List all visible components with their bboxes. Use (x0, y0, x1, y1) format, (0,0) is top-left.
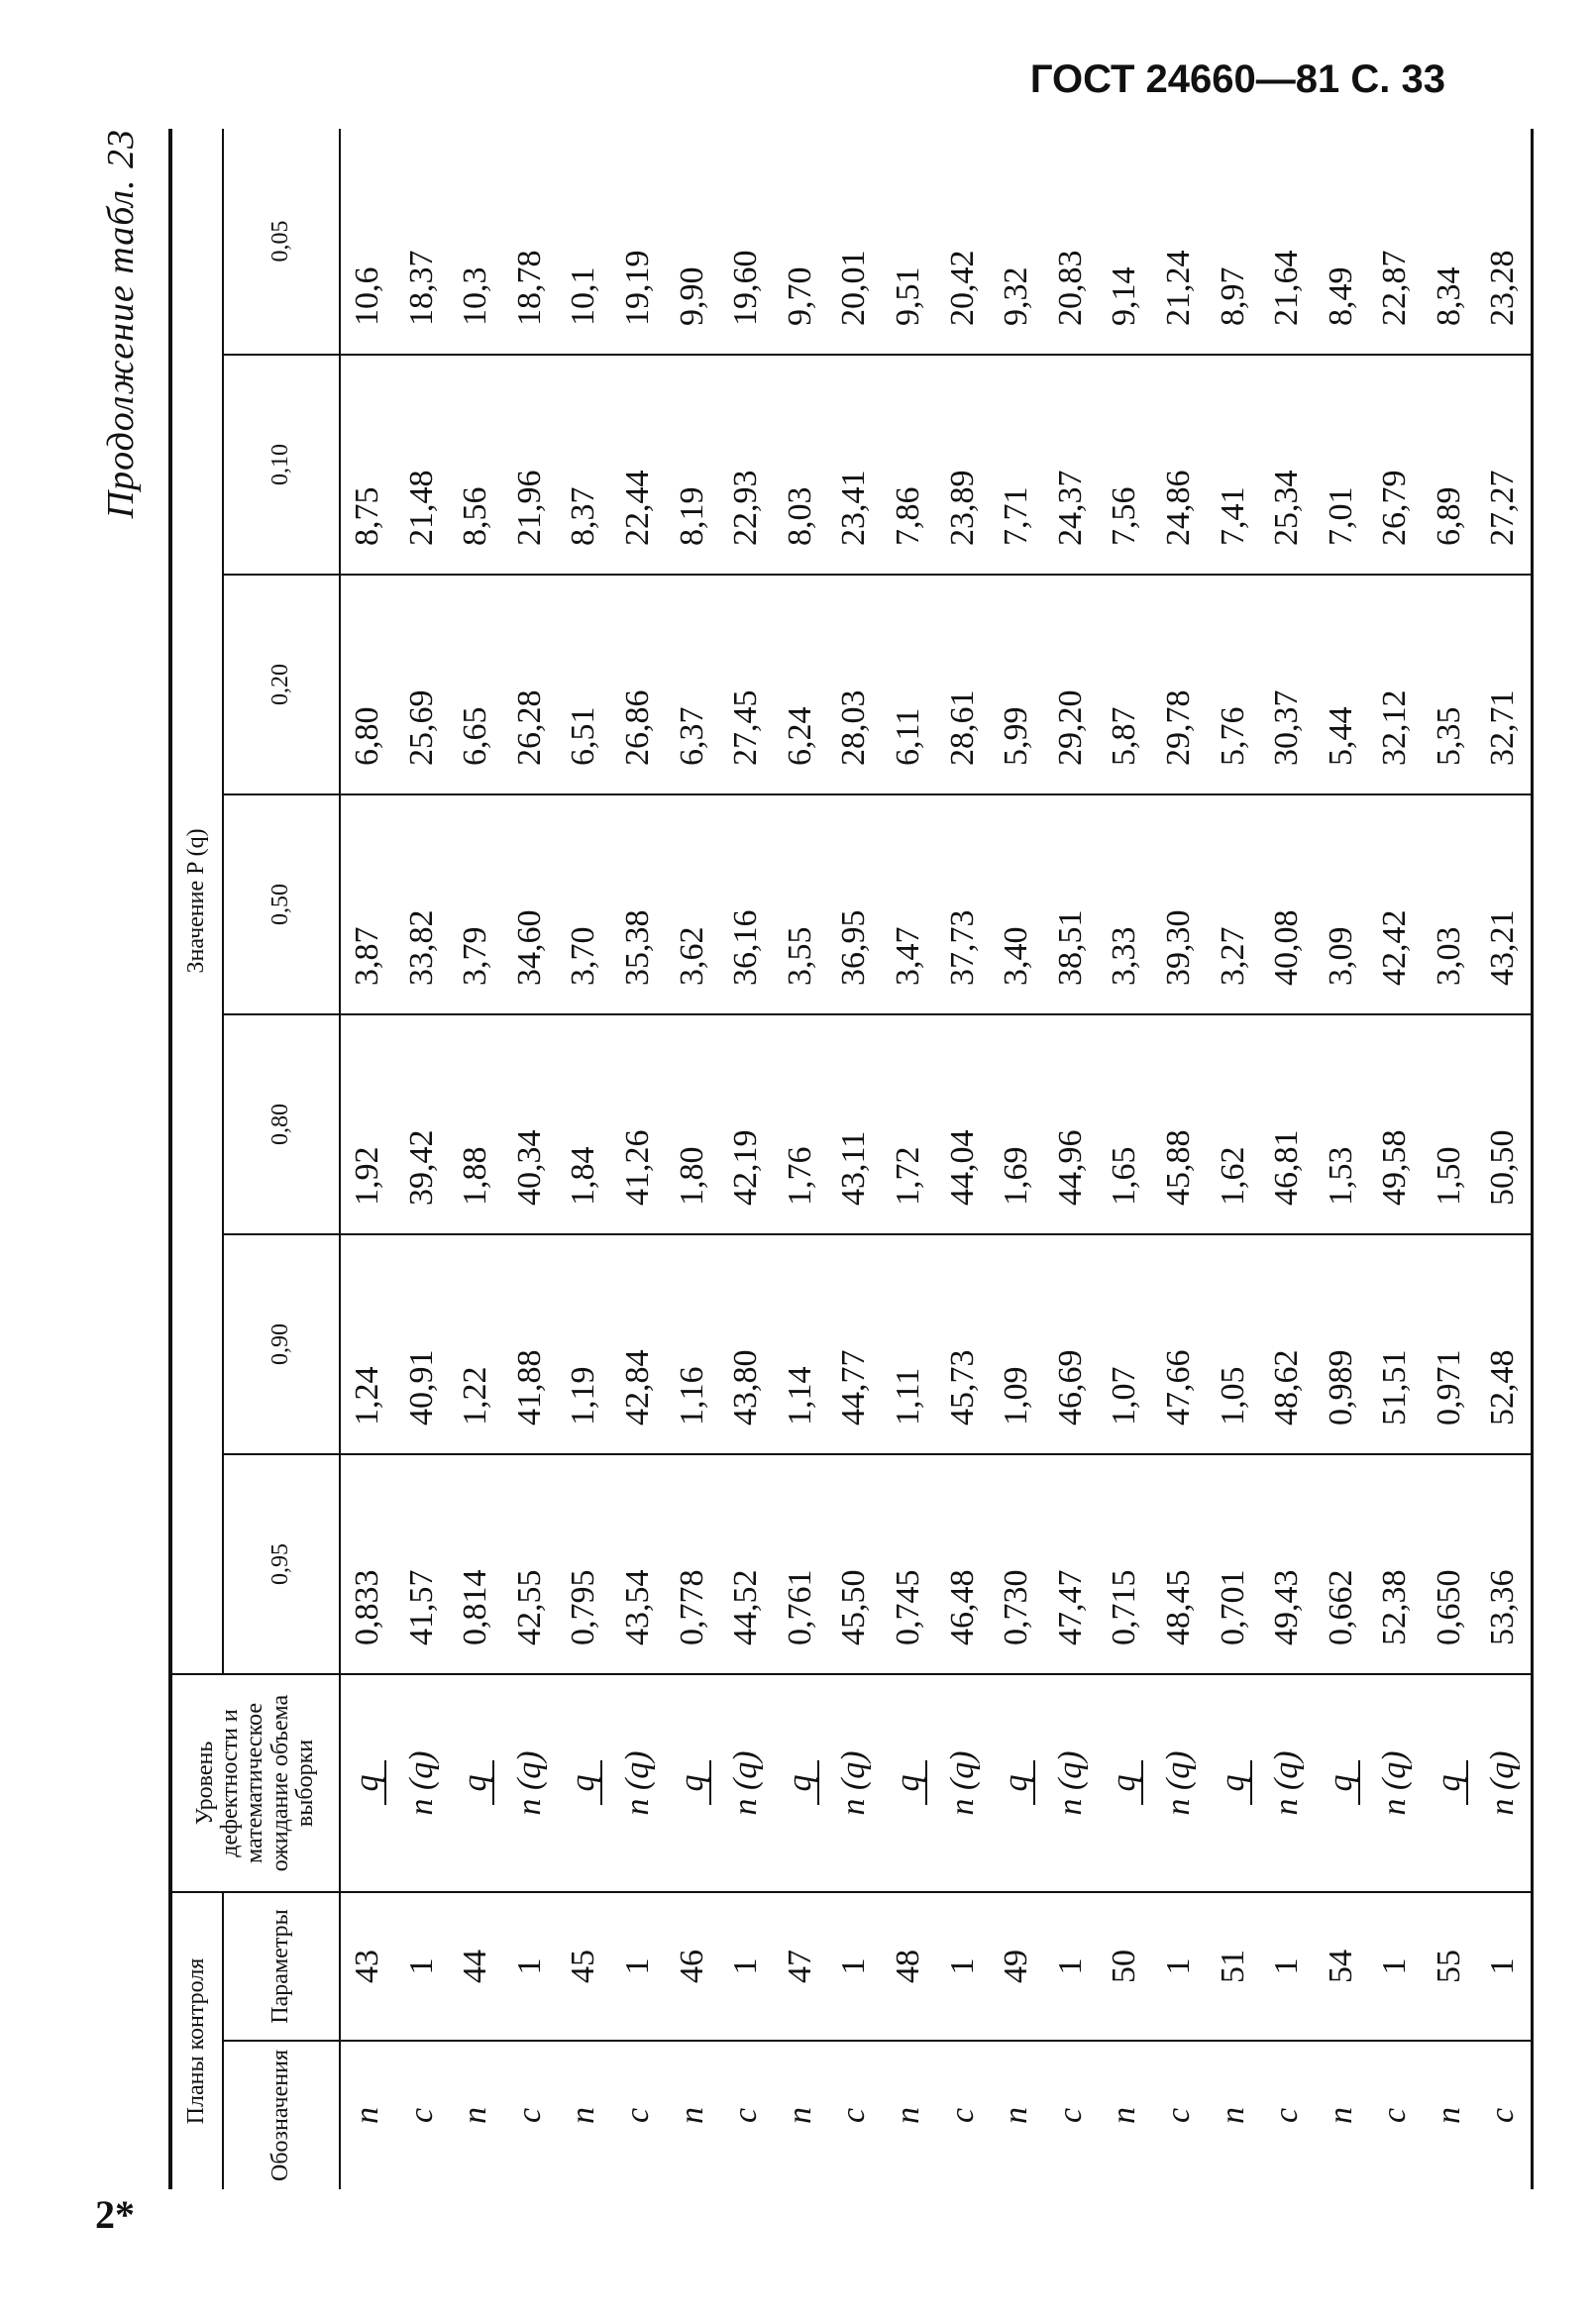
value-cell: 51,51 (1368, 1234, 1423, 1454)
value-cell: 49,43 (1260, 1454, 1315, 1674)
value-cell: 3,55 (774, 794, 828, 1014)
value-cell: 7,71 (990, 355, 1044, 575)
value-cell: 0,795 (557, 1454, 611, 1674)
value-cell: 41,57 (395, 1454, 450, 1674)
header-parameters: Параметры (223, 1892, 340, 2041)
designation-cell: c (943, 2107, 981, 2124)
table-row (1207, 129, 1261, 2189)
value-cell: 6,11 (882, 575, 936, 794)
value-cell: 9,51 (882, 129, 936, 355)
table-row (1152, 129, 1207, 2189)
value-cell: 29,20 (1044, 575, 1099, 794)
designation-cell: n (998, 2107, 1035, 2124)
parameter-cell: 44 (449, 1892, 503, 2041)
value-cell: 45,88 (1152, 1014, 1207, 1234)
value-cell: 1,72 (882, 1014, 936, 1234)
value-cell: 33,82 (395, 794, 450, 1014)
value-cell: 43,11 (827, 1014, 882, 1234)
rotated-table-area (99, 129, 1522, 2189)
value-cell: 0,778 (666, 1454, 720, 1674)
value-cell: 29,78 (1152, 575, 1207, 794)
level-cell (557, 1674, 611, 1892)
value-cell: 6,51 (557, 575, 611, 794)
value-cell: 40,34 (503, 1014, 558, 1234)
designation-cell: c (1376, 2107, 1414, 2124)
value-cell: 22,44 (611, 355, 666, 575)
value-cell: 7,01 (1315, 355, 1369, 575)
value-cell: 1,69 (990, 1014, 1044, 1234)
parameter-cell: 51 (1207, 1892, 1261, 2041)
value-cell: 6,80 (340, 575, 395, 794)
value-cell: 28,61 (936, 575, 991, 794)
designation-cell: c (1484, 2107, 1522, 2124)
value-cell: 1,19 (557, 1234, 611, 1454)
value-cell: 1,16 (666, 1234, 720, 1454)
value-cell: 3,03 (1423, 794, 1477, 1014)
value-cell: 0,662 (1315, 1454, 1369, 1674)
header-p-value: 0,10 (223, 355, 340, 575)
value-cell: 1,62 (1207, 1014, 1261, 1234)
level-label: n (q) (1376, 1750, 1414, 1816)
level-label: n (q) (1051, 1750, 1089, 1816)
value-cell: 20,01 (827, 129, 882, 355)
value-cell: 23,41 (827, 355, 882, 575)
value-cell: 42,55 (503, 1454, 558, 1674)
value-cell: 39,42 (395, 1014, 450, 1234)
value-cell: 36,95 (827, 794, 882, 1014)
level-cell (503, 1674, 558, 1892)
value-cell: 41,26 (611, 1014, 666, 1234)
table-row (1368, 129, 1423, 2189)
level-cell (882, 1674, 936, 1892)
value-cell: 1,80 (666, 1014, 720, 1234)
value-cell: 40,91 (395, 1234, 450, 1454)
value-cell: 5,35 (1423, 575, 1477, 794)
value-cell: 9,90 (666, 129, 720, 355)
designation-cell: n (1430, 2107, 1467, 2124)
table-row (449, 129, 503, 2189)
level-label: n (q) (727, 1750, 765, 1816)
level-label: n (q) (1484, 1750, 1522, 1816)
value-cell: 1,84 (557, 1014, 611, 1234)
value-cell: 0,761 (774, 1454, 828, 1674)
level-label: q (567, 1760, 602, 1805)
value-cell: 37,73 (936, 794, 991, 1014)
level-label: q (1000, 1760, 1035, 1805)
value-cell: 52,48 (1476, 1234, 1532, 1454)
header-plans: Планы контроля (183, 1957, 210, 2125)
value-cell: 3,40 (990, 794, 1044, 1014)
level-cell (719, 1674, 774, 1892)
designation-cell: c (510, 2107, 548, 2124)
level-cell (340, 1674, 395, 1892)
value-cell: 1,22 (449, 1234, 503, 1454)
value-cell: 46,48 (936, 1454, 991, 1674)
parameter-cell: 50 (1098, 1892, 1152, 2041)
parameter-cell: 45 (557, 1892, 611, 2041)
value-cell: 34,60 (503, 794, 558, 1014)
value-cell: 43,21 (1476, 794, 1532, 1014)
value-cell: 53,36 (1476, 1454, 1532, 1674)
value-cell: 3,70 (557, 794, 611, 1014)
header-p-value: 0,90 (223, 1234, 340, 1454)
value-cell: 52,38 (1368, 1454, 1423, 1674)
table-row (719, 129, 774, 2189)
value-cell: 8,56 (449, 355, 503, 575)
table-caption: Продолжение табл. 23 (100, 129, 142, 519)
designation-cell: n (349, 2107, 385, 2124)
value-cell: 8,19 (666, 355, 720, 575)
value-cell: 0,971 (1423, 1234, 1477, 1454)
value-cell: 5,87 (1098, 575, 1152, 794)
value-cell: 30,37 (1260, 575, 1315, 794)
value-cell: 7,86 (882, 355, 936, 575)
parameter-cell: 1 (1260, 1892, 1315, 2041)
value-cell: 8,49 (1315, 129, 1369, 355)
table-row (1423, 129, 1477, 2189)
designation-cell: n (457, 2107, 494, 2124)
value-cell: 45,73 (936, 1234, 991, 1454)
parameter-cell: 1 (1044, 1892, 1099, 2041)
header-p-value: 0,80 (223, 1014, 340, 1234)
table-row (557, 129, 611, 2189)
value-cell: 7,56 (1098, 355, 1152, 575)
value-cell: 32,12 (1368, 575, 1423, 794)
designation-cell: c (1159, 2107, 1197, 2124)
parameter-cell: 54 (1315, 1892, 1369, 2041)
value-cell: 8,34 (1423, 129, 1477, 355)
value-cell: 18,37 (395, 129, 450, 355)
level-cell (1476, 1674, 1532, 1892)
value-cell: 21,64 (1260, 129, 1315, 355)
value-cell: 3,33 (1098, 794, 1152, 1014)
value-cell: 1,11 (882, 1234, 936, 1454)
table-row (1476, 129, 1532, 2189)
value-cell: 50,50 (1476, 1014, 1532, 1234)
value-cell: 0,701 (1207, 1454, 1261, 1674)
designation-cell: c (1268, 2107, 1306, 2124)
level-label: n (q) (618, 1750, 656, 1816)
value-cell: 44,96 (1044, 1014, 1099, 1234)
value-cell: 1,14 (774, 1234, 828, 1454)
parameter-cell: 1 (1152, 1892, 1207, 2041)
value-cell: 49,58 (1368, 1014, 1423, 1234)
value-cell: 0,650 (1423, 1454, 1477, 1674)
designation-cell: n (1214, 2107, 1251, 2124)
value-cell: 22,93 (719, 355, 774, 575)
value-cell: 3,27 (1207, 794, 1261, 1014)
value-cell: 0,745 (882, 1454, 936, 1674)
value-cell: 24,86 (1152, 355, 1207, 575)
level-cell (1152, 1674, 1207, 1892)
level-cell (1368, 1674, 1423, 1892)
designation-cell: n (673, 2107, 710, 2124)
table-body (340, 129, 1533, 2189)
level-label: n (q) (510, 1750, 548, 1816)
value-cell: 5,76 (1207, 575, 1261, 794)
value-cell: 46,81 (1260, 1014, 1315, 1234)
table-row (774, 129, 828, 2189)
value-cell: 1,88 (449, 1014, 503, 1234)
level-label: q (1433, 1760, 1468, 1805)
value-cell: 3,87 (340, 794, 395, 1014)
level-cell (1098, 1674, 1152, 1892)
level-cell (1207, 1674, 1261, 1892)
value-cell: 36,16 (719, 794, 774, 1014)
value-cell: 27,45 (719, 575, 774, 794)
value-cell: 10,3 (449, 129, 503, 355)
value-cell: 21,48 (395, 355, 450, 575)
value-cell: 21,24 (1152, 129, 1207, 355)
designation-cell: n (1106, 2107, 1143, 2124)
value-cell: 6,89 (1423, 355, 1477, 575)
header-p-value: 0,95 (223, 1454, 340, 1674)
value-cell: 10,1 (557, 129, 611, 355)
level-cell (1260, 1674, 1315, 1892)
value-cell: 3,47 (882, 794, 936, 1014)
value-cell: 48,62 (1260, 1234, 1315, 1454)
header-row-top (170, 129, 223, 2189)
value-cell: 26,28 (503, 575, 558, 794)
value-cell: 0,833 (340, 1454, 395, 1674)
value-cell: 5,99 (990, 575, 1044, 794)
parameter-cell: 1 (1476, 1892, 1532, 2041)
level-cell (611, 1674, 666, 1892)
parameter-cell: 43 (340, 1892, 395, 2041)
value-cell: 44,04 (936, 1014, 991, 1234)
value-cell: 44,52 (719, 1454, 774, 1674)
value-cell: 9,32 (990, 129, 1044, 355)
value-cell: 3,79 (449, 794, 503, 1014)
value-cell: 9,14 (1098, 129, 1152, 355)
level-label: n (q) (402, 1750, 440, 1816)
parameter-cell: 47 (774, 1892, 828, 2041)
value-cell: 1,76 (774, 1014, 828, 1234)
level-label: q (351, 1760, 386, 1805)
value-cell: 23,89 (936, 355, 991, 575)
value-cell: 8,75 (340, 355, 395, 575)
table-row (1044, 129, 1099, 2189)
value-cell: 42,42 (1368, 794, 1423, 1014)
data-table (168, 129, 1534, 2189)
level-label: q (1217, 1760, 1252, 1805)
designation-cell: n (889, 2107, 926, 2124)
level-cell (449, 1674, 503, 1892)
value-cell: 1,09 (990, 1234, 1044, 1454)
value-cell: 10,6 (340, 129, 395, 355)
level-label: q (892, 1760, 927, 1805)
value-cell: 6,37 (666, 575, 720, 794)
table-row (666, 129, 720, 2189)
value-cell: 19,19 (611, 129, 666, 355)
parameter-cell: 1 (936, 1892, 991, 2041)
table-row (340, 129, 395, 2189)
value-cell: 40,08 (1260, 794, 1315, 1014)
parameter-cell: 1 (503, 1892, 558, 2041)
value-cell: 6,65 (449, 575, 503, 794)
level-cell (666, 1674, 720, 1892)
table-row (503, 129, 558, 2189)
parameter-cell: 49 (990, 1892, 1044, 2041)
table-row (1315, 129, 1369, 2189)
value-cell: 1,50 (1423, 1014, 1477, 1234)
value-cell: 47,47 (1044, 1454, 1099, 1674)
level-cell (395, 1674, 450, 1892)
level-cell (1315, 1674, 1369, 1892)
value-cell: 28,03 (827, 575, 882, 794)
value-cell: 44,77 (827, 1234, 882, 1454)
value-cell: 5,44 (1315, 575, 1369, 794)
value-cell: 9,70 (774, 129, 828, 355)
level-label: n (q) (943, 1750, 981, 1816)
header-p-value: 0,05 (223, 129, 340, 355)
level-label: q (676, 1760, 711, 1805)
header-level: Уровень дефектности и математическое ожидание объема выборки (170, 1674, 340, 1892)
designation-cell: c (402, 2107, 440, 2124)
value-cell: 26,86 (611, 575, 666, 794)
value-cell: 24,37 (1044, 355, 1099, 575)
value-cell: 8,97 (1207, 129, 1261, 355)
value-cell: 7,41 (1207, 355, 1261, 575)
parameter-cell: 1 (395, 1892, 450, 2041)
level-cell (1044, 1674, 1099, 1892)
value-cell: 1,65 (1098, 1014, 1152, 1234)
value-cell: 45,50 (827, 1454, 882, 1674)
value-cell: 25,69 (395, 575, 450, 794)
table-row (827, 129, 882, 2189)
table-row (1260, 129, 1315, 2189)
value-cell: 20,42 (936, 129, 991, 355)
parameter-cell: 55 (1423, 1892, 1477, 2041)
table-row (395, 129, 450, 2189)
table-row (1098, 129, 1152, 2189)
header-designation: Обозначения (223, 2041, 340, 2189)
value-cell: 8,37 (557, 355, 611, 575)
value-cell: 0,715 (1098, 1454, 1152, 1674)
value-cell: 0,730 (990, 1454, 1044, 1674)
parameter-cell: 46 (666, 1892, 720, 2041)
level-cell (1423, 1674, 1477, 1892)
table-row (882, 129, 936, 2189)
designation-cell: c (1051, 2107, 1089, 2124)
value-cell: 39,30 (1152, 794, 1207, 1014)
designation-cell: c (618, 2107, 656, 2124)
parameter-cell: 1 (611, 1892, 666, 2041)
header-values: Значение P (q) (170, 129, 223, 1674)
value-cell: 22,87 (1368, 129, 1423, 355)
designation-cell: c (727, 2107, 765, 2124)
value-cell: 19,60 (719, 129, 774, 355)
value-cell: 27,27 (1476, 355, 1532, 575)
level-label: q (459, 1760, 494, 1805)
value-cell: 25,34 (1260, 355, 1315, 575)
value-cell: 21,96 (503, 355, 558, 575)
level-cell (774, 1674, 828, 1892)
value-cell: 48,45 (1152, 1454, 1207, 1674)
value-cell: 35,38 (611, 794, 666, 1014)
parameter-cell: 1 (719, 1892, 774, 2041)
header-p-value: 0,20 (223, 575, 340, 794)
designation-cell: n (1322, 2107, 1359, 2124)
level-label: n (q) (1268, 1750, 1306, 1816)
value-cell: 1,05 (1207, 1234, 1261, 1454)
value-cell: 1,53 (1315, 1014, 1369, 1234)
level-label: q (1108, 1760, 1143, 1805)
value-cell: 41,88 (503, 1234, 558, 1454)
value-cell: 3,09 (1315, 794, 1369, 1014)
value-cell: 43,54 (611, 1454, 666, 1674)
page-marker: 2* (95, 2192, 135, 2237)
level-cell (990, 1674, 1044, 1892)
value-cell: 1,92 (340, 1014, 395, 1234)
value-cell: 43,80 (719, 1234, 774, 1454)
value-cell: 1,07 (1098, 1234, 1152, 1454)
level-label: q (1325, 1760, 1360, 1805)
level-cell (936, 1674, 991, 1892)
value-cell: 38,51 (1044, 794, 1099, 1014)
value-cell: 1,24 (340, 1234, 395, 1454)
designation-cell: n (781, 2107, 818, 2124)
table-row (936, 129, 991, 2189)
header-p-value: 0,50 (223, 794, 340, 1014)
value-cell: 0,989 (1315, 1234, 1369, 1454)
value-cell: 46,69 (1044, 1234, 1099, 1454)
value-cell: 47,66 (1152, 1234, 1207, 1454)
value-cell: 0,814 (449, 1454, 503, 1674)
document-header: ГОСТ 24660—81 С. 33 (1029, 57, 1445, 101)
level-label: n (q) (835, 1750, 873, 1816)
value-cell: 26,79 (1368, 355, 1423, 575)
value-cell: 42,84 (611, 1234, 666, 1454)
value-cell: 42,19 (719, 1014, 774, 1234)
value-cell: 32,71 (1476, 575, 1532, 794)
value-cell: 20,83 (1044, 129, 1099, 355)
value-cell: 6,24 (774, 575, 828, 794)
designation-cell: c (835, 2107, 873, 2124)
value-cell: 3,62 (666, 794, 720, 1014)
level-label: n (q) (1159, 1750, 1197, 1816)
value-cell: 23,28 (1476, 129, 1532, 355)
designation-cell: n (565, 2107, 602, 2124)
parameter-cell: 48 (882, 1892, 936, 2041)
table-row (611, 129, 666, 2189)
parameter-cell: 1 (1368, 1892, 1423, 2041)
level-label: q (784, 1760, 819, 1805)
value-cell: 18,78 (503, 129, 558, 355)
value-cell: 8,03 (774, 355, 828, 575)
parameter-cell: 1 (827, 1892, 882, 2041)
table-row (990, 129, 1044, 2189)
level-cell (827, 1674, 882, 1892)
